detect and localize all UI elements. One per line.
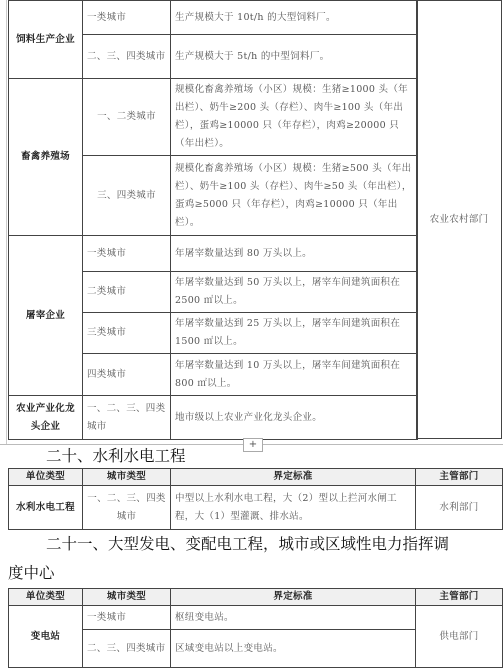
add-row-button[interactable]: + xyxy=(243,438,263,452)
city-cell: 一类城市 xyxy=(83,236,171,272)
page-edge xyxy=(0,0,7,444)
table-row xyxy=(9,236,418,272)
city-cell: 三类城市 xyxy=(83,313,171,354)
dept-cell: 水利部门 xyxy=(416,486,503,530)
standard-cell: 规模化畜禽养殖场（小区）规模：生猪≥1000 头（年出栏）、奶牛≥200 头（存栏）、肉牛≥100 头（年出栏），蛋鸡≥10000 只（年存栏），肉鸡≥20000 只（年出栏）。 xyxy=(171,79,418,156)
standard-cell: 年屠宰数量达到 80 万头以上。 xyxy=(171,236,418,272)
standard-cell: 枢纽变电站。 xyxy=(171,606,416,630)
city-cell: 一类城市 xyxy=(83,606,171,630)
section-21-heading-line1: 二十一、大型发电、变配电工程，城市或区域性电力指挥调 xyxy=(46,535,450,553)
unit-cell: 变电站 xyxy=(9,606,83,668)
header-city-type: 城市类型 xyxy=(83,589,171,606)
city-cell: 二类城市 xyxy=(83,272,171,313)
table-row xyxy=(9,1,418,35)
section-20-heading: 二十、水利水电工程 xyxy=(46,447,186,465)
city-cell: 一、二、三、四类城市 xyxy=(83,486,171,530)
city-cell: 一、二类城市 xyxy=(83,79,171,156)
standard-cell: 地市级以上农业产业化龙头企业。 xyxy=(171,396,418,440)
header-dept: 主管部门 xyxy=(416,469,503,486)
city-cell: 四类城市 xyxy=(83,354,171,396)
dept-cell: 农业农村部门 xyxy=(417,1,502,439)
table-header-row xyxy=(9,469,503,486)
unit-cell: 水利水电工程 xyxy=(9,486,83,530)
unit-cell: 饲料生产企业 xyxy=(9,1,83,79)
header-unit-type: 单位类型 xyxy=(9,469,83,486)
header-standard: 界定标准 xyxy=(171,589,416,606)
dept-cell: 供电部门 xyxy=(416,606,503,668)
header-standard: 界定标准 xyxy=(171,469,416,486)
table-row xyxy=(9,79,418,156)
city-cell: 二、三、四类城市 xyxy=(83,35,171,79)
unit-cell: 屠宰企业 xyxy=(9,236,83,396)
header-dept: 主管部门 xyxy=(416,589,503,606)
standard-cell: 年屠宰数量达到 10 万头以上，屠宰车间建筑面积在 800 ㎡以上。 xyxy=(171,354,418,396)
water-conservancy-table xyxy=(8,468,503,530)
standard-cell: 区域变电站以上变电站。 xyxy=(171,630,416,668)
table-header-row xyxy=(9,589,503,606)
standard-cell: 规模化畜禽养殖场（小区）规模：生猪≥500 头（年出栏）、奶牛≥100 头（存栏）、肉牛≥50 头（年出栏），蛋鸡≥5000 只（年存栏），肉鸡≥10000 只（年出栏）。 xyxy=(171,156,418,236)
agriculture-dept-column xyxy=(416,0,502,439)
section-21-heading-line2: 度中心 xyxy=(8,564,55,582)
unit-cell: 农业产业化龙头企业 xyxy=(9,396,83,440)
header-unit-type: 单位类型 xyxy=(9,589,83,606)
table-row xyxy=(9,396,418,440)
power-table xyxy=(8,588,503,668)
standard-cell: 中型以上水利水电工程，大（2）型以上拦河水闸工程，大（1）型灌溉、排水站。 xyxy=(171,486,416,530)
city-cell: 一、二、三、四类城市 xyxy=(83,396,171,440)
standard-cell: 生产规模大于 10t/h 的大型饲料厂。 xyxy=(171,1,418,35)
standard-cell: 生产规模大于 5t/h 的中型饲料厂。 xyxy=(171,35,418,79)
table-row xyxy=(9,486,503,530)
unit-cell: 畜禽养殖场 xyxy=(9,79,83,236)
standard-cell: 年屠宰数量达到 50 万头以上，屠宰车间建筑面积在 2500 ㎡以上。 xyxy=(171,272,418,313)
city-cell: 二、三、四类城市 xyxy=(83,630,171,668)
city-cell: 三、四类城市 xyxy=(83,156,171,236)
city-cell: 一类城市 xyxy=(83,1,171,35)
agriculture-table xyxy=(8,0,418,440)
table-row xyxy=(9,606,503,630)
header-city-type: 城市类型 xyxy=(83,469,171,486)
standard-cell: 年屠宰数量达到 25 万头以上，屠宰车间建筑面积在 1500 ㎡以上。 xyxy=(171,313,418,354)
